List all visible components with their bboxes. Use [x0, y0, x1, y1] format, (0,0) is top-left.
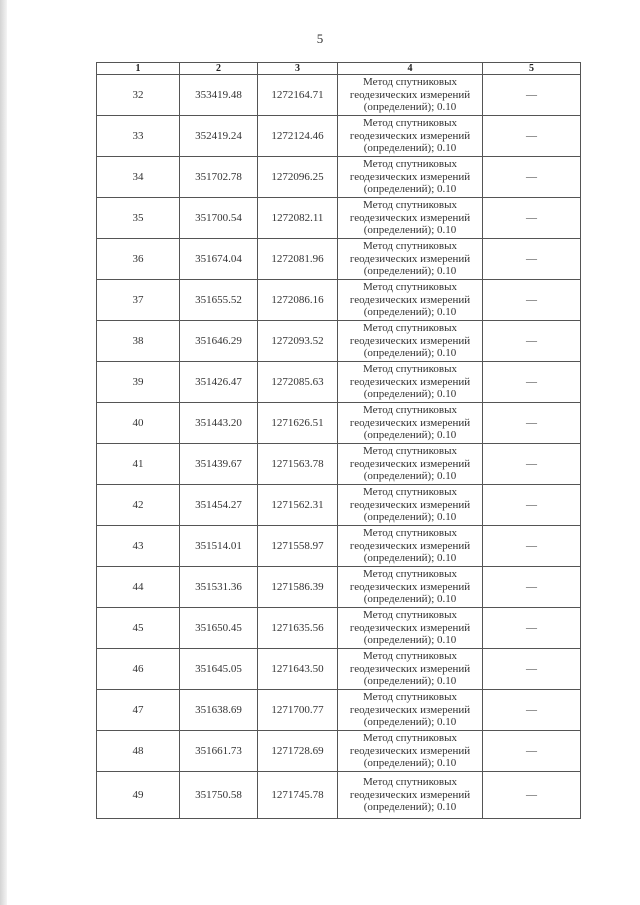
- method-line-3: (определений); 0.10: [363, 470, 457, 483]
- x-coordinate-cell: 351702.78: [180, 157, 258, 198]
- method-line-3: (определений); 0.10: [363, 224, 457, 237]
- method-line-1: Метод спутниковых: [363, 445, 457, 458]
- y-coordinate-cell: 1271643.50: [258, 649, 338, 690]
- x-coordinate-cell: 351514.01: [180, 526, 258, 567]
- method-line-1: Метод спутниковых: [363, 322, 457, 335]
- x-coordinate-cell: 351650.45: [180, 608, 258, 649]
- table-header: [97, 63, 581, 75]
- method-line-1: Метод спутниковых: [363, 363, 457, 376]
- x-coordinate-cell: 351655.52: [180, 280, 258, 321]
- y-coordinate-cell: 1271635.56: [258, 608, 338, 649]
- method-line-3: (определений); 0.10: [363, 306, 457, 319]
- method-line-3: (определений); 0.10: [363, 552, 457, 565]
- col5-cell: —: [483, 75, 581, 116]
- method-line-3: (определений); 0.10: [363, 634, 457, 647]
- col5-cell: —: [483, 690, 581, 731]
- method-line-1: Метод спутниковых: [363, 404, 457, 417]
- col5-cell: —: [483, 567, 581, 608]
- x-coordinate-cell: 351645.05: [180, 649, 258, 690]
- y-coordinate-cell: 1272086.16: [258, 280, 338, 321]
- method-line-2: геодезических измерений: [349, 457, 471, 470]
- y-coordinate-cell: 1271728.69: [258, 731, 338, 772]
- x-coordinate-cell: 351443.20: [180, 403, 258, 444]
- method-line-2: геодезических измерений: [349, 375, 471, 388]
- y-coordinate-cell: 1272093.52: [258, 321, 338, 362]
- point-number-cell: 36: [97, 239, 180, 280]
- table-row: [97, 649, 581, 690]
- method-line-1: Метод спутниковых: [363, 650, 457, 663]
- header-col-1: 1: [97, 63, 180, 75]
- method-line-1: Метод спутниковых: [363, 281, 457, 294]
- method-cell: [338, 403, 483, 444]
- y-coordinate-cell: 1271563.78: [258, 444, 338, 485]
- table-row: [97, 362, 581, 403]
- point-number-cell: 49: [97, 772, 180, 819]
- table-row: [97, 321, 581, 362]
- col5-cell: —: [483, 239, 581, 280]
- point-number-cell: 39: [97, 362, 180, 403]
- method-line-2: геодезических измерений: [349, 88, 471, 101]
- x-coordinate-cell: 351454.27: [180, 485, 258, 526]
- method-line-2: геодезических измерений: [349, 416, 471, 429]
- point-number-cell: 34: [97, 157, 180, 198]
- col5-cell: —: [483, 362, 581, 403]
- method-line-2: геодезических измерений: [349, 293, 471, 306]
- x-coordinate-cell: 351700.54: [180, 198, 258, 239]
- table-row: [97, 198, 581, 239]
- x-coordinate-cell: 351426.47: [180, 362, 258, 403]
- method-line-1: Метод спутниковых: [363, 117, 457, 130]
- point-number-cell: 35: [97, 198, 180, 239]
- col5-cell: —: [483, 772, 581, 819]
- y-coordinate-cell: 1272124.46: [258, 116, 338, 157]
- method-line-2: геодезических измерений: [349, 252, 471, 265]
- y-coordinate-cell: 1271745.78: [258, 772, 338, 819]
- x-coordinate-cell: 351439.67: [180, 444, 258, 485]
- y-coordinate-cell: 1272164.71: [258, 75, 338, 116]
- method-line-2: геодезических измерений: [349, 498, 471, 511]
- method-line-3: (определений); 0.10: [363, 511, 457, 524]
- table-row: [97, 526, 581, 567]
- method-line-2: геодезических измерений: [349, 170, 471, 183]
- method-line-2: геодезических измерений: [349, 129, 471, 142]
- point-number-cell: 32: [97, 75, 180, 116]
- method-line-3: (определений); 0.10: [363, 142, 457, 155]
- method-line-1: Метод спутниковых: [363, 732, 457, 745]
- method-line-3: (определений); 0.10: [363, 757, 457, 770]
- method-cell: [338, 239, 483, 280]
- method-cell: [338, 731, 483, 772]
- y-coordinate-cell: 1272085.63: [258, 362, 338, 403]
- method-line-1: Метод спутниковых: [363, 199, 457, 212]
- col5-cell: —: [483, 485, 581, 526]
- x-coordinate-cell: 351646.29: [180, 321, 258, 362]
- x-coordinate-cell: 351661.73: [180, 731, 258, 772]
- method-cell: [338, 485, 483, 526]
- col5-cell: —: [483, 157, 581, 198]
- col5-cell: —: [483, 608, 581, 649]
- point-number-cell: 44: [97, 567, 180, 608]
- col5-cell: —: [483, 116, 581, 157]
- col5-cell: —: [483, 444, 581, 485]
- method-line-2: геодезических измерений: [349, 539, 471, 552]
- point-number-cell: 46: [97, 649, 180, 690]
- method-cell: [338, 649, 483, 690]
- table-row: [97, 485, 581, 526]
- header-col-3: 3: [258, 63, 338, 75]
- col5-cell: —: [483, 526, 581, 567]
- col5-cell: —: [483, 403, 581, 444]
- method-line-2: геодезических измерений: [349, 662, 471, 675]
- x-coordinate-cell: 352419.24: [180, 116, 258, 157]
- header-col-2: 2: [180, 63, 258, 75]
- point-number-cell: 42: [97, 485, 180, 526]
- coordinates-table: [96, 62, 581, 819]
- method-cell: [338, 526, 483, 567]
- header-col-5: 5: [483, 63, 581, 75]
- method-line-3: (определений); 0.10: [363, 675, 457, 688]
- method-line-1: Метод спутниковых: [363, 527, 457, 540]
- method-cell: [338, 157, 483, 198]
- method-cell: [338, 608, 483, 649]
- method-line-2: геодезических измерений: [349, 334, 471, 347]
- method-line-3: (определений); 0.10: [363, 388, 457, 401]
- x-coordinate-cell: 351674.04: [180, 239, 258, 280]
- table-row: [97, 239, 581, 280]
- method-line-2: геодезических измерений: [349, 621, 471, 634]
- col5-cell: —: [483, 280, 581, 321]
- method-cell: [338, 198, 483, 239]
- method-line-1: Метод спутниковых: [363, 240, 457, 253]
- method-line-3: (определений); 0.10: [363, 716, 457, 729]
- method-line-2: геодезических измерений: [349, 703, 471, 716]
- point-number-cell: 48: [97, 731, 180, 772]
- page-number: 5: [316, 31, 324, 46]
- table-row: [97, 731, 581, 772]
- method-line-2: геодезических измерений: [349, 211, 471, 224]
- method-line-1: Метод спутниковых: [363, 158, 457, 171]
- point-number-cell: 45: [97, 608, 180, 649]
- table-row: [97, 444, 581, 485]
- method-cell: [338, 772, 483, 819]
- method-cell: [338, 444, 483, 485]
- point-number-cell: 43: [97, 526, 180, 567]
- y-coordinate-cell: 1271558.97: [258, 526, 338, 567]
- point-number-cell: 38: [97, 321, 180, 362]
- method-cell: [338, 280, 483, 321]
- method-cell: [338, 567, 483, 608]
- method-line-1: Метод спутниковых: [363, 609, 457, 622]
- point-number-cell: 47: [97, 690, 180, 731]
- method-cell: [338, 116, 483, 157]
- header-row: [97, 63, 581, 75]
- method-line-1: Метод спутниковых: [363, 691, 457, 704]
- method-line-1: Метод спутниковых: [363, 776, 457, 789]
- table-row: [97, 280, 581, 321]
- x-coordinate-cell: 351531.36: [180, 567, 258, 608]
- method-line-1: Метод спутниковых: [363, 486, 457, 499]
- table-row: [97, 690, 581, 731]
- method-line-1: Метод спутниковых: [363, 76, 457, 89]
- method-cell: [338, 75, 483, 116]
- table-row: [97, 116, 581, 157]
- method-line-3: (определений); 0.10: [363, 593, 457, 606]
- table-body: [97, 75, 581, 819]
- x-coordinate-cell: 351750.58: [180, 772, 258, 819]
- method-line-2: геодезических измерений: [349, 744, 471, 757]
- col5-cell: —: [483, 731, 581, 772]
- point-number-cell: 37: [97, 280, 180, 321]
- method-cell: [338, 362, 483, 403]
- header-col-4: 4: [338, 63, 483, 75]
- y-coordinate-cell: 1272081.96: [258, 239, 338, 280]
- y-coordinate-cell: 1271562.31: [258, 485, 338, 526]
- method-line-3: (определений); 0.10: [363, 429, 457, 442]
- table-row: [97, 772, 581, 819]
- x-coordinate-cell: 351638.69: [180, 690, 258, 731]
- method-line-3: (определений); 0.10: [363, 183, 457, 196]
- method-cell: [338, 321, 483, 362]
- method-line-3: (определений); 0.10: [363, 265, 457, 278]
- point-number-cell: 40: [97, 403, 180, 444]
- method-line-3: (определений); 0.10: [363, 347, 457, 360]
- y-coordinate-cell: 1271700.77: [258, 690, 338, 731]
- method-line-3: (определений); 0.10: [363, 101, 457, 114]
- col5-cell: —: [483, 649, 581, 690]
- method-cell: [338, 690, 483, 731]
- scan-left-edge: [0, 0, 7, 905]
- y-coordinate-cell: 1272082.11: [258, 198, 338, 239]
- y-coordinate-cell: 1271626.51: [258, 403, 338, 444]
- col5-cell: —: [483, 198, 581, 239]
- x-coordinate-cell: 353419.48: [180, 75, 258, 116]
- point-number-cell: 41: [97, 444, 180, 485]
- method-line-2: геодезических измерений: [349, 580, 471, 593]
- y-coordinate-cell: 1271586.39: [258, 567, 338, 608]
- table-row: [97, 75, 581, 116]
- table-row: [97, 567, 581, 608]
- table-row: [97, 403, 581, 444]
- point-number-cell: 33: [97, 116, 180, 157]
- y-coordinate-cell: 1272096.25: [258, 157, 338, 198]
- table-row: [97, 608, 581, 649]
- method-line-1: Метод спутниковых: [363, 568, 457, 581]
- table-row: [97, 157, 581, 198]
- method-line-3: (определений); 0.10: [363, 801, 457, 814]
- col5-cell: —: [483, 321, 581, 362]
- method-line-2: геодезических измерений: [349, 788, 471, 801]
